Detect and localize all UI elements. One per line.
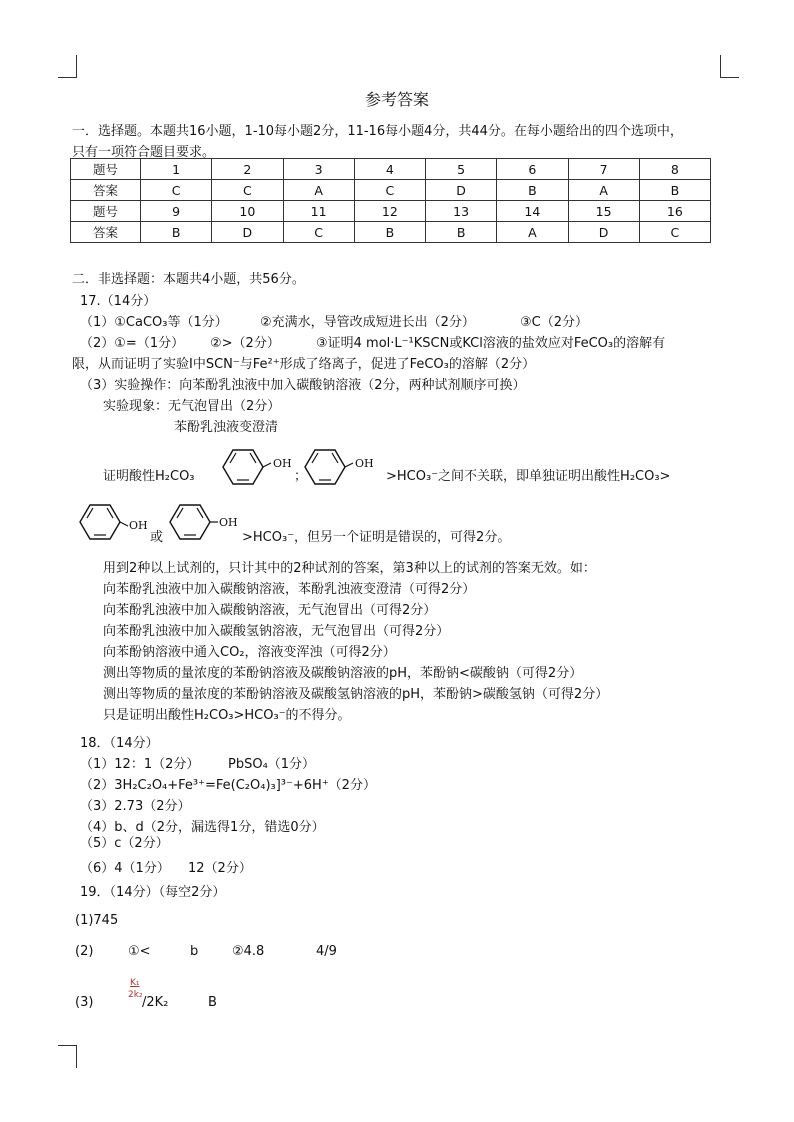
q19-3-fraction-numerator: K₁ (130, 978, 140, 988)
phenol-structure (213, 445, 293, 489)
table-cell: 题号 (71, 201, 141, 222)
table-cell: 6 (497, 159, 568, 180)
q17-note-2: 向苯酚乳浊液中加入碳酸钠溶液，苯酚乳浊液变澄清（可得2分） (103, 582, 476, 597)
phenol-structure (70, 500, 150, 544)
q19-3-label: (3) (75, 995, 94, 1010)
q18-1b: PbSO₄（1分） (228, 757, 316, 772)
q17-1b: ②充满水，导管改成短进长出（2分） (260, 315, 475, 330)
q17-header: 17.（14分） (80, 294, 157, 309)
q17-1c: ③C（2分） (520, 315, 589, 330)
q18-6b: 12（2分） (188, 861, 252, 876)
table-cell: 4 (354, 159, 425, 180)
q17-note-1: 用到2种以上试剂的，只计其中的2种试剂的答案，第3种以上的试剂的答案无效。如： (103, 561, 596, 576)
table-cell: 11 (283, 201, 354, 222)
page-title: 参考答案 (364, 90, 429, 109)
table-cell: 题号 (71, 159, 141, 180)
q17-note-4: 向苯酚乳浊液中加入碳酸氢钠溶液，无气泡冒出（可得2分） (103, 624, 450, 639)
q17-note-8: 只是证明出酸性H₂CO₃>HCO₃⁻的不得分。 (103, 708, 351, 723)
q18-header: 18．（14分） (80, 736, 159, 751)
q17-note-3: 向苯酚乳浊液中加入碳酸钠溶液，无气泡冒出（可得2分） (103, 603, 437, 618)
crop-mark-bottom-left (58, 1045, 77, 1068)
oh-label: OH (355, 457, 374, 470)
oh-label: OH (273, 457, 292, 470)
q17-note-5: 向苯酚钠溶液中通入CO₂，溶液变浑浊（可得2分） (103, 645, 396, 660)
q19-3-fraction-denominator: 2k₂ (128, 990, 143, 1000)
q17-3c: 苯酚乳浊液变澄清 (174, 420, 279, 435)
table-cell: 答案 (71, 222, 141, 243)
phenol-structure (160, 500, 240, 544)
table-cell: B (354, 222, 425, 243)
table-cell: 16 (639, 201, 710, 222)
q17-3d-post: >HCO₃⁻之间不关联，即单独证明出酸性H₂CO₃> (386, 469, 671, 484)
q19-1: (1)745 (75, 913, 119, 928)
table-row (71, 222, 711, 243)
q17-2c: ③证明4 mol·L⁻¹KSCN或KCl溶液的盐效应对FeCO₃的溶解有 (316, 336, 666, 351)
table-cell: 8 (639, 159, 710, 180)
q19-header: 19．（14分）（每空2分） (80, 885, 226, 900)
table-cell: C (639, 222, 710, 243)
table-cell: B (639, 180, 710, 201)
table-cell: B (497, 180, 568, 201)
table-cell: 7 (568, 159, 639, 180)
oh-label: OH (219, 516, 238, 529)
crop-mark-top-right (720, 55, 739, 78)
oh-label: OH (129, 519, 148, 532)
table-cell: C (212, 180, 283, 201)
table-cell: A (568, 180, 639, 201)
table-cell: D (426, 180, 497, 201)
table-cell: C (141, 180, 212, 201)
table-cell: 12 (354, 201, 425, 222)
q17-2d: 限，从而证明了实验Ⅰ中SCN⁻与Fe²⁺形成了络离子，促进了FeCO₃的溶解（2分） (72, 357, 536, 372)
q17-1a: （1）①CaCO₃等（1分） (80, 315, 228, 330)
q17-3d-sep: ； (294, 469, 308, 484)
q19-2-blank2: b (190, 944, 199, 959)
q17-3d-pre: 证明酸性H₂CO₃ (103, 469, 195, 484)
q18-3: （3）2.73（2分） (80, 799, 191, 814)
section1-line1: 一．选择题。本题共16小题，1-10每小题2分，11-16每小题4分，共44分。在每小题给出的四个选项中， (72, 124, 683, 139)
table-cell: C (283, 222, 354, 243)
table-cell: B (426, 222, 497, 243)
table-cell: 10 (212, 201, 283, 222)
q17-note-7: 测出等物质的量浓度的苯酚钠溶液及碳酸氢钠溶液的pH，苯酚钠>碳酸氢钠（可得2分） (103, 687, 609, 702)
table-cell: 14 (497, 201, 568, 222)
table-row (71, 159, 711, 180)
table-cell: B (141, 222, 212, 243)
table-cell: 9 (141, 201, 212, 222)
q17-2b: ②>（2分） (210, 336, 280, 351)
table-cell: 1 (141, 159, 212, 180)
table-cell: A (497, 222, 568, 243)
q17-note-6: 测出等物质的量浓度的苯酚钠溶液及碳酸钠溶液的pH，苯酚钠<碳酸钠（可得2分） (103, 666, 583, 681)
table-cell: A (283, 180, 354, 201)
q17-3b: 实验现象：无气泡冒出（2分） (103, 399, 281, 414)
table-cell: D (568, 222, 639, 243)
table-cell: C (354, 180, 425, 201)
q17-2a: （2）①=（1分） (80, 336, 185, 351)
q19-2-blank3: ②4.8 (232, 944, 265, 959)
q18-4: （4）b、d（2分，漏选得1分，错选0分） (80, 820, 325, 835)
q18-2: （2）3H₂C₂O₄+Fe³⁺=Fe(C₂O₄)₃]³⁻+6H⁺（2分） (80, 778, 376, 793)
q18-5: （5）c（2分） (80, 836, 169, 851)
q18-6a: （6）4（1分） (80, 861, 170, 876)
section1-line2: 只有一项符合题目要求。 (72, 145, 216, 160)
q19-2-blank4: 4/9 (316, 944, 337, 959)
table-cell: 2 (212, 159, 283, 180)
answer-table (70, 158, 711, 243)
table-cell: 答案 (71, 180, 141, 201)
q17-3a: （3）实验操作：向苯酚乳浊液中加入碳酸钠溶液（2分，两种试剂顺序可换） (80, 378, 526, 393)
table-cell: 15 (568, 201, 639, 222)
table-cell: 3 (283, 159, 354, 180)
q19-3-expression: /2K₂ (142, 995, 169, 1010)
q17-3e-post: >HCO₃⁻，但另一个证明是错误的，可得2分。 (242, 530, 511, 545)
q17-3e-or: 或 (150, 530, 164, 545)
q19-2-label: (2) (75, 944, 94, 959)
section2-header: 二．非选择题：本题共4小题，共56分。 (72, 272, 305, 287)
table-row (71, 201, 711, 222)
table-row (71, 180, 711, 201)
phenol-structure (295, 445, 375, 489)
crop-mark-top-left (58, 55, 77, 78)
q19-2-blank1: ①< (128, 944, 151, 959)
table-cell: 5 (426, 159, 497, 180)
table-cell: 13 (426, 201, 497, 222)
q19-3-answer: B (208, 995, 217, 1010)
q18-1a: （1）12：1（2分） (80, 757, 200, 772)
table-cell: D (212, 222, 283, 243)
